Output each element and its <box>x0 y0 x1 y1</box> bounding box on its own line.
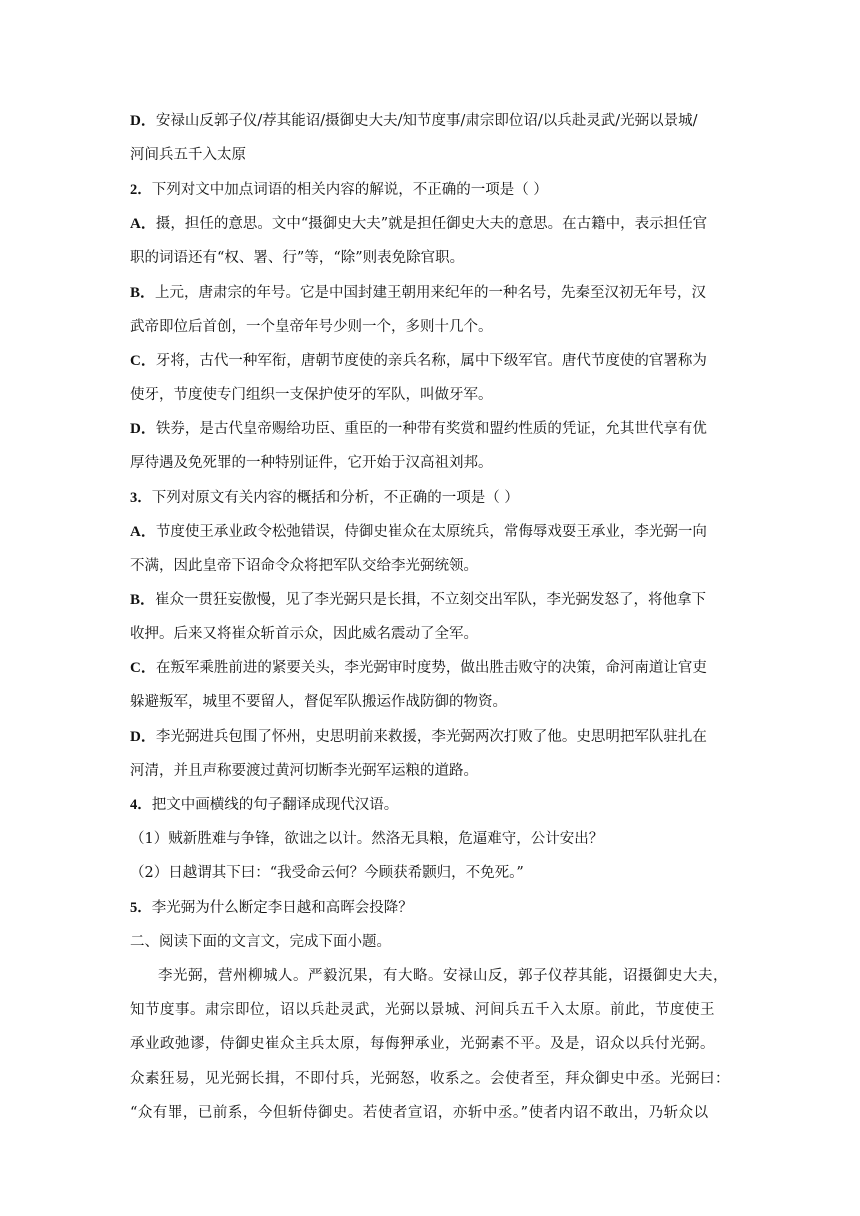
passage-line <box>158 966 734 986</box>
option-label: A． <box>130 216 156 232</box>
option-label: B． <box>130 592 156 608</box>
option-continuation-line <box>130 317 734 337</box>
line-text: 使牙，节度使专门组织一支保护使牙的军队，叫做牙军。 <box>130 387 493 403</box>
line-text: 武帝即位后首创，一个皇帝年号少则一个，多则十几个。 <box>130 319 493 335</box>
passage-text: 众素狂易，见光弼长揖，不即付兵，光弼怒，收系之。会使者至，拜众御史中丞。光弼曰： <box>130 1071 730 1087</box>
option-continuation-line <box>130 761 734 781</box>
option-text: 安禄山反郭子仪/荐其能诏/摄御史大夫/知节度事/肃宗即位诏/以兵赴灵武/光弼以景城/ <box>155 113 698 129</box>
question-number: 3． <box>130 490 152 506</box>
sub-question-line <box>130 863 734 883</box>
question-line <box>130 180 734 200</box>
option-label: D． <box>130 113 156 129</box>
option-text: 摄，担任的意思。文中“摄御史大夫”就是担任御史大夫的意思。在古籍中，表示担任官 <box>155 216 708 232</box>
answer-option-line <box>130 283 734 303</box>
option-continuation-line <box>130 248 734 268</box>
question-number: 2． <box>130 182 152 198</box>
option-label: D． <box>130 729 156 745</box>
sub-question-text: 贼新胜难与争锋，欲诎之以计。然洛无具粮，危逼难守，公计安出？ <box>168 831 604 847</box>
option-continuation-line <box>130 556 734 576</box>
section-heading-text: 二、阅读下面的文言文，完成下面小题。 <box>130 934 391 950</box>
line-text: 收押。后来又将崔众斩首示众，因此威名震动了全军。 <box>130 626 478 642</box>
passage-line <box>130 1103 734 1123</box>
option-continuation-line <box>130 624 734 644</box>
answer-option-line <box>130 419 734 439</box>
question-text: 把文中画横线的句子翻译成现代汉语。 <box>151 797 399 813</box>
option-text: 上元，唐肃宗的年号。它是中国封建王朝用来纪年的一种名号，先秦至汉初无年号，汉 <box>155 285 707 301</box>
line-text: 躲避叛军，城里不要留人，督促军队搬运作战防御的物资。 <box>130 694 507 710</box>
question-line <box>130 488 734 508</box>
option-continuation-line <box>130 385 734 405</box>
option-label: A． <box>130 524 156 540</box>
option-continuation-line <box>130 453 734 473</box>
option-text: 在叛军乘胜前进的紧要关头，李光弼审时度势，做出胜击败守的决策，命河南道让官吏 <box>155 660 707 676</box>
question-line <box>130 898 734 918</box>
option-label: B． <box>130 285 156 301</box>
option-text: 崔众一贯狂妄傲慢，见了李光弼只是长揖，不立刻交出军队，李光弼发怒了，将他拿下 <box>155 592 707 608</box>
question-line <box>130 795 734 815</box>
question-number: 4． <box>130 797 152 813</box>
passage-text: 知节度事。肃宗即位，诏以兵赴灵武，光弼以景城、河间兵五千入太原。前此，节度使王 <box>130 1002 715 1018</box>
question-text: 李光弼为什么断定李日越和高晖会投降？ <box>151 900 413 916</box>
answer-option-line <box>130 111 734 131</box>
option-label: C． <box>130 353 156 369</box>
sub-question-line <box>130 829 734 849</box>
passage-line <box>130 1034 734 1054</box>
line-text: 职的词语还有“权、署、行”等，“除”则表免除官职。 <box>130 250 465 266</box>
passage-line <box>130 1000 734 1020</box>
line-text: 厚待遇及免死罪的一种特别证件，它开始于汉高祖刘邦。 <box>130 455 493 471</box>
passage-line <box>130 1069 734 1089</box>
section-heading <box>130 932 734 952</box>
question-text: 下列对文中加点词语的相关内容的解说，不正确的一项是（ ） <box>151 182 548 198</box>
option-label: D． <box>130 421 156 437</box>
option-text: 节度使王承业政令松弛错误，侍御史崔众在太原统兵，常侮辱戏耍王承业，李光弼一向 <box>155 524 707 540</box>
sub-question-number: （2） <box>130 865 169 881</box>
sub-question-text: 日越谓其下曰：“我受命云何？今顾获希颢归，不免死。” <box>168 865 524 881</box>
option-continuation-line <box>130 692 734 712</box>
answer-option-line <box>130 351 734 371</box>
line-text: 河清，并且声称要渡过黄河切断李光弼军运粮的道路。 <box>130 763 478 779</box>
option-text: 牙将，古代一种军衔，唐朝节度使的亲兵名称，属中下级军官。唐代节度使的官署称为 <box>155 353 707 369</box>
line-text: 河间兵五千入太原 <box>130 147 246 163</box>
passage-text: 李光弼，营州柳城人。严毅沉果，有大略。安禄山反，郭子仪荐其能，诏摄御史大夫， <box>158 968 728 984</box>
answer-option-line <box>130 214 734 234</box>
passage-text: 承业政弛谬，侍御史崔众主兵太原，每侮狎承业，光弼素不平。及是，诏众以兵付光弼。 <box>130 1036 715 1052</box>
sub-question-number: （1） <box>130 831 169 847</box>
option-continuation-line <box>130 145 734 165</box>
line-text: 不满，因此皇帝下诏命令众将把军队交给李光弼统领。 <box>130 558 478 574</box>
passage-text: “众有罪，已前系，今但斩侍御史。若使者宣诏，亦斩中丞。”使者内诏不敢出，乃斩众以 <box>130 1105 709 1121</box>
answer-option-line <box>130 590 734 610</box>
option-text: 李光弼进兵包围了怀州，史思明前来救援，李光弼两次打败了他。史思明把军队驻扎在 <box>155 729 707 745</box>
answer-option-line <box>130 727 734 747</box>
answer-option-line <box>130 522 734 542</box>
question-text: 下列对原文有关内容的概括和分析，不正确的一项是（ ） <box>151 490 519 506</box>
option-text: 铁券，是古代皇帝赐给功臣、重臣的一种带有奖赏和盟约性质的凭证，允其世代享有优 <box>155 421 707 437</box>
question-number: 5． <box>130 900 152 916</box>
option-label: C． <box>130 660 156 676</box>
answer-option-line <box>130 658 734 678</box>
